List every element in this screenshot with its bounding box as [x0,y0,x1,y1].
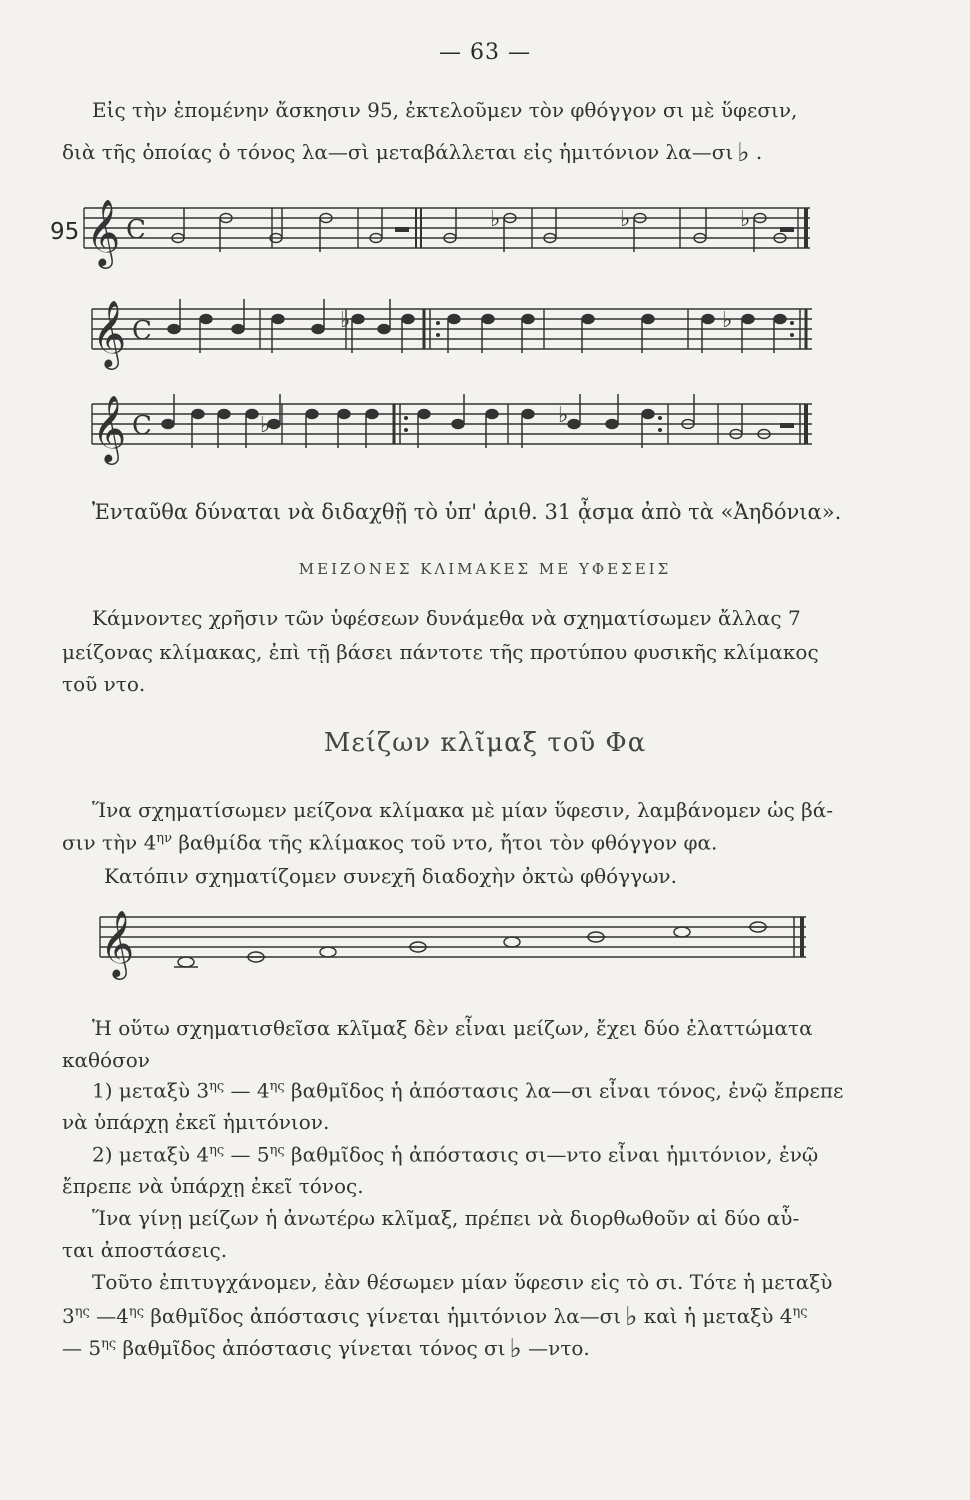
analysis-item-2-a: 2) μεταξὺ 4 [92,1142,210,1167]
fa-para-line-3: Κατόπιν σχηματίζομεν συνεχῆ διαδοχὴν ὀκτὼ φθόγγων. [104,864,677,888]
analysis-p3-line-2 [62,1304,808,1330]
flat-accidental-icon: ♭ [722,308,733,333]
music-staff-2 [88,285,820,375]
analysis-p3-l2-b: —4 [89,1304,129,1328]
analysis-item-1-c: βαθμῖδος ἡ ἀπόστασις λα—σι εἶναι τόνος, ἐνῷ ἔπρεπε [284,1078,844,1103]
analysis-item-2-b: — 5 [224,1142,270,1167]
analysis-p3-l2-sup1: ης [74,1304,90,1320]
fa-para-line-2-sup: ην [156,831,172,846]
analysis-p3-l2-d: καὶ ἡ μεταξὺ 4 [637,1304,793,1328]
analysis-item-1 [92,1080,843,1101]
intro-line-2 [62,140,762,166]
analysis-item-2-c: βαθμῖδος ἡ ἀπόστασις σι—ντο εἶναι ἡμιτόνιον, ἐνῷ [284,1142,819,1167]
flat-accidental-icon: ♭ [260,413,271,438]
analysis-p3-l3-b: βαθμῖδος ἀπόστασις γίνεται τόνος σι [116,1336,506,1360]
treble-clef-icon: 𝄞 [86,198,121,266]
analysis-p3-l3-sup: ης [101,1336,117,1352]
flat-accidental-icon: ♭ [620,207,631,232]
analysis-p1-line-2: καθόσον [62,1048,150,1072]
caption-song-reference: Ἐνταῦθα δύναται νὰ διδαχθῇ τὸ ὑπ' ἀριθ. 31 ᾆσμα ἀπὸ τὰ «Ἀηδόνια». [92,500,842,524]
analysis-p3-line-1: Τοῦτο ἐπιτυγχάνομεν, ἐὰν θέσωμεν μίαν ὕφεσιν εἰς τὸ σι. Τότε ἡ μεταξὺ [92,1270,833,1294]
analysis-p3-line-3 [62,1336,590,1362]
analysis-p1-line-1: Ἡ οὕτω σχηματισθεῖσα κλῖμαξ δὲν εἶναι μείζων, ἔχει δύο ἐλαττώματα [92,1016,813,1040]
flat-accidental-icon: ♭ [740,207,751,232]
fa-para-line-2a: σιν τὴν 4 [62,830,157,855]
treble-clef-icon: 𝄞 [92,394,127,462]
common-time-icon: C [132,411,152,441]
analysis-item-2-sup2: ης [269,1143,285,1158]
analysis-p3-l2-c: βαθμῖδος ἀπόστασις γίνεται ἡμιτόνιον λα—σι [143,1304,622,1328]
analysis-item-2 [92,1144,818,1165]
analysis-item-1-sup2: ης [269,1079,285,1094]
subtitle-fa-major-scale: Μείζων κλῖμαξ τοῦ Φα [323,728,647,758]
section-para-line-3: τοῦ ντο. [62,672,146,696]
common-time-icon: C [132,316,152,346]
music-staff-1 [80,190,820,280]
flat-symbol: ♭ [625,1302,638,1332]
analysis-item-1-line-2: νὰ ὑπάρχῃ ἐκεῖ ἡμιτόνιον. [62,1110,330,1134]
analysis-p2-line-2: ται ἀποστάσεις. [62,1238,228,1262]
section-para-line-1: Κάμνοντες χρῆσιν τῶν ὑφέσεων δυνάμεθα νὰ σχηματίσωμεν ἄλλας 7 [92,606,801,630]
analysis-p3-l2-sup2: ης [128,1304,144,1320]
treble-clef-icon: 𝄞 [100,909,135,977]
intro-line-2-end: . [755,140,763,164]
treble-clef-icon: 𝄞 [92,299,127,367]
intro-line-1: Εἰς τὴν ἑπομένην ἄσκησιν 95, ἐκτελοῦμεν τὸν φθόγγον σι μὲ ὕφεσιν, [92,98,798,122]
section-heading: ΜΕΙΖΟΝΕΣ ΚΛΙΜΑΚΕΣ ΜΕ ΥΦΕΣΕΙΣ [298,560,672,578]
music-staff-3 [88,380,820,470]
analysis-p3-l2-a: 3 [62,1304,75,1328]
analysis-p3-l3-a: — 5 [62,1336,102,1360]
fa-scale-staff [96,905,816,980]
analysis-item-1-b: — 4 [224,1078,270,1103]
analysis-p3-l2-sup3: ης [792,1304,808,1320]
common-time-icon: C [126,215,146,245]
intro-line-2-text: διὰ τῆς ὁποίας ὁ τόνος λα—σὶ μεταβάλλεται εἰς ἡμιτόνιον λα—σι [62,140,734,164]
flat-accidental-icon: ♭ [340,308,351,333]
section-para-line-2: μείζονας κλίμακας, ἐπὶ τῇ βάσει πάντοτε τῆς προτύπου φυσικῆς κλίμακος [62,640,819,664]
analysis-item-2-line-2: ἔπρεπε νὰ ὑπάρχῃ ἐκεῖ τόνος. [62,1174,364,1198]
analysis-p2-line-1: Ἵνα γίνῃ μείζων ἡ ἀνωτέρω κλῖμαξ, πρέπει νὰ διορθωθοῦν αἱ δύο αὗ- [92,1206,800,1230]
analysis-p3-l3-c: —ντο. [521,1336,590,1360]
flat-symbol: ♭ [509,1334,522,1364]
flat-symbol: ♭ [737,138,750,168]
analysis-item-1-a: 1) μεταξὺ 3 [92,1078,210,1103]
analysis-item-2-sup1: ης [209,1143,225,1158]
fa-para-line-2b: βαθμίδα τῆς κλίμακος τοῦ ντο, ἤτοι τὸν φθόγγον φα. [172,830,718,855]
analysis-item-1-sup1: ης [209,1079,225,1094]
fa-para-line-1: Ἵνα σχηματίσωμεν μείζονα κλίμακα μὲ μίαν ὕφεσιν, λαμβάνομεν ὡς βά- [92,798,833,822]
page-number: — 63 — [439,40,531,65]
flat-accidental-icon: ♭ [490,207,501,232]
fa-para-line-2 [62,832,717,853]
flat-accidental-icon: ♭ [558,403,569,428]
exercise-number: 95 [50,219,80,245]
